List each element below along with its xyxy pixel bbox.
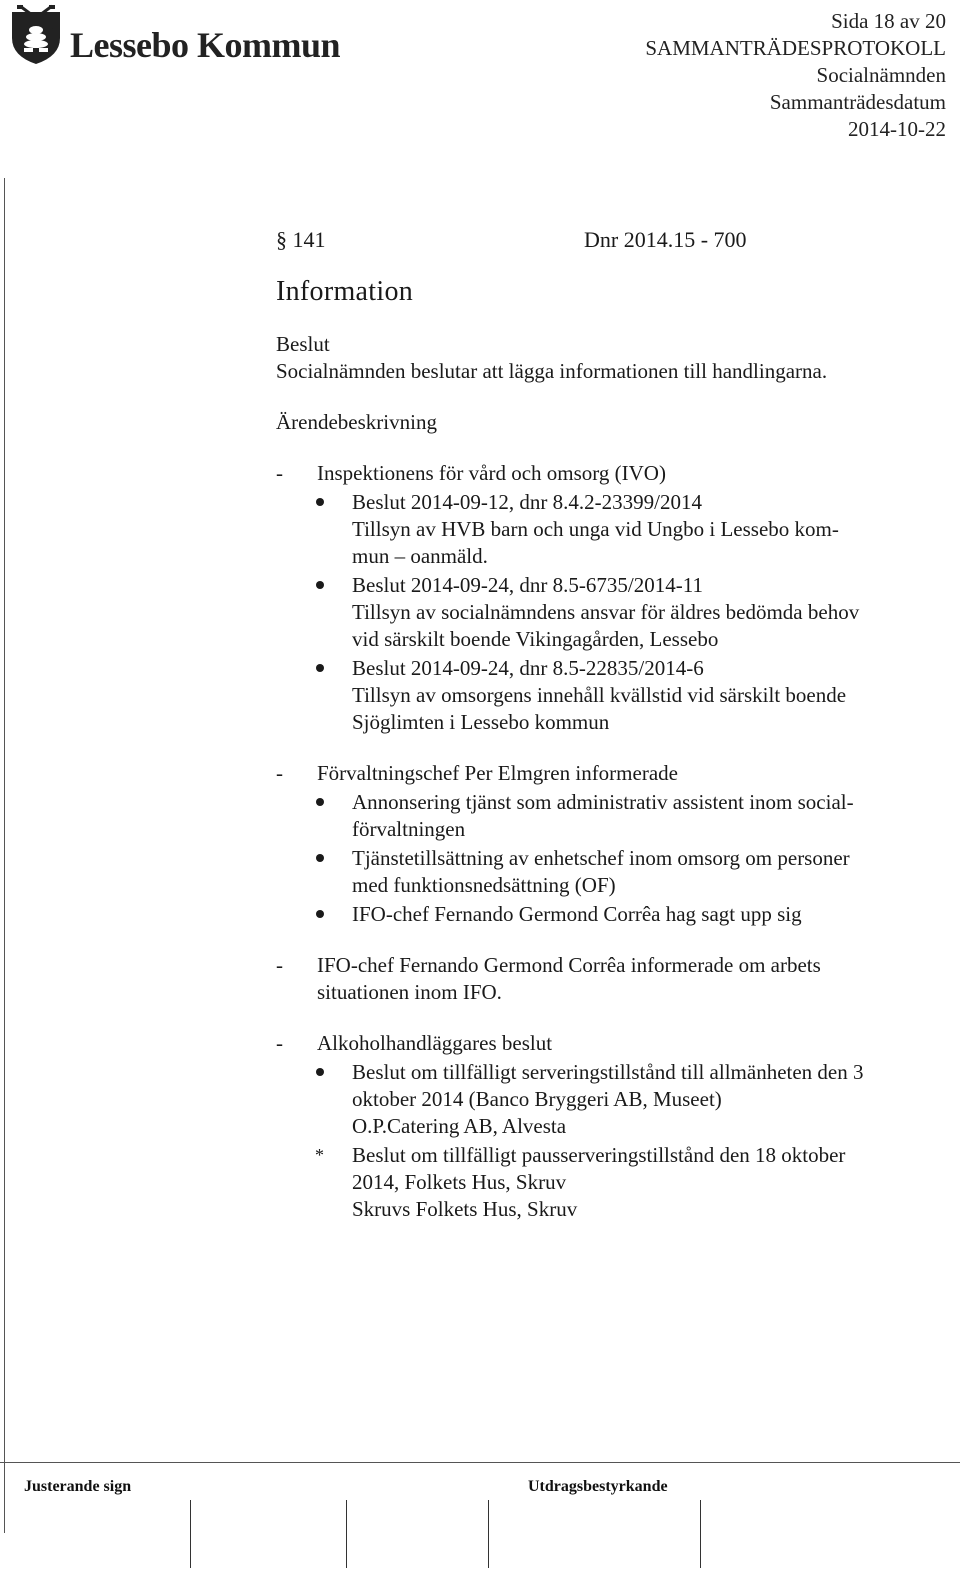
municipal-crest-icon [8, 4, 64, 66]
case-item-heading [276, 760, 946, 787]
text-line: Annonsering tjänst som administrativ assistent inom social- [352, 790, 854, 814]
decision-block [276, 331, 946, 385]
paragraph-number: § 141 [276, 227, 326, 252]
section-title: Information [276, 276, 414, 307]
text-line: Inspektionens för vård och omsorg (IVO) [317, 461, 666, 485]
case-items [276, 460, 946, 1223]
signature-box-divider [346, 1500, 347, 1568]
bullet-item [276, 1142, 946, 1223]
case-item-heading-text [317, 760, 946, 787]
decision-heading: Beslut [276, 332, 330, 356]
dash-marker: - [276, 761, 283, 785]
text-line: IFO-chef Fernando Germond Corrêa informerade om arbets [317, 953, 821, 977]
text-line: Beslut 2014-09-24, dnr 8.5-6735/2014-11 [352, 573, 703, 597]
text-line: med funktionsnedsättning (OF) [352, 873, 616, 897]
bullet-dot-icon [316, 910, 324, 918]
case-item-heading-text [317, 952, 946, 1006]
dash-marker: - [276, 461, 283, 485]
case-item [276, 1030, 946, 1223]
paragraph-line [276, 226, 946, 266]
signature-box-divider [700, 1500, 701, 1568]
case-item [276, 760, 946, 928]
text-line: Tillsyn av socialnämndens ansvar för äldres bedömda behov [352, 600, 860, 624]
bullet-item [276, 655, 946, 736]
bullet-item [276, 1059, 946, 1140]
document-header [645, 8, 946, 143]
meeting-date: 2014-10-22 [848, 117, 946, 141]
bullet-item [276, 489, 946, 570]
bullet-item [276, 901, 946, 928]
page-number: Sida 18 av 20 [831, 9, 946, 33]
case-item-heading-text [317, 460, 946, 487]
text-line: Beslut om tillfälligt pausserveringstillstånd den 18 oktober [352, 1143, 846, 1167]
logo-text: Lessebo Kommun [70, 25, 341, 65]
meeting-date-label: Sammanträdesdatum [769, 90, 946, 114]
text-line: Alkoholhandläggares beslut [317, 1031, 553, 1055]
bullet-list [276, 789, 946, 928]
committee-name: Socialnämnden [816, 63, 946, 87]
decision-text: Socialnämnden beslutar att lägga informationen till handlingarna. [276, 359, 828, 383]
text-line: Skruvs Folkets Hus, Skruv [352, 1197, 578, 1221]
case-item-heading [276, 952, 946, 1006]
text-line: Tjänstetillsättning av enhetschef inom omsorg om personer [352, 846, 850, 870]
text-line: Tillsyn av HVB barn och unga vid Ungbo i Lessebo kom- [352, 517, 839, 541]
text-line: Beslut 2014-09-12, dnr 8.4.2-23399/2014 [352, 490, 702, 514]
text-line: vid särskilt boende Vikingagården, Lessebo [352, 627, 719, 651]
case-item-heading-text [317, 1030, 946, 1057]
text-line: förvaltningen [352, 817, 466, 841]
lessebo-logo [8, 4, 368, 66]
bullet-item [276, 789, 946, 843]
text-line: Beslut om tillfälligt serveringstillstånd till allmänheten den 3 [352, 1060, 864, 1084]
signature-box-divider [488, 1500, 489, 1568]
text-line: Tillsyn av omsorgens innehåll kvällstid vid särskilt boende [352, 683, 847, 707]
text-line: situationen inom IFO. [317, 980, 502, 1004]
bullet-dot-icon [316, 581, 324, 589]
dash-marker: - [276, 953, 283, 977]
bullet-dot-icon [316, 854, 324, 862]
bullet-dot-icon [316, 498, 324, 506]
margin-rule [4, 178, 5, 1533]
signature-box-divider [190, 1500, 191, 1568]
document-type: SAMMANTRÄDESPROTOKOLL [645, 36, 946, 60]
bullet-item [276, 572, 946, 653]
text-line: IFO-chef Fernando Germond Corrêa hag sagt upp sig [352, 902, 802, 926]
dash-marker: - [276, 1031, 283, 1055]
text-line: Förvaltningschef Per Elmgren informerade [317, 761, 678, 785]
case-item [276, 952, 946, 1006]
bullet-dot-icon [316, 798, 324, 806]
case-item-heading [276, 460, 946, 487]
text-line: mun – oanmäld. [352, 544, 488, 568]
case-heading: Ärendebeskrivning [276, 410, 437, 434]
text-line: O.P.Catering AB, Alvesta [352, 1114, 567, 1138]
bullet-item [276, 845, 946, 899]
bullet-dot-icon [316, 1068, 324, 1076]
bullet-dot-icon [316, 664, 324, 672]
footer-utdragsbestyrkande: Utdragsbestyrkande [528, 1478, 668, 1495]
text-line: oktober 2014 (Banco Bryggeri AB, Museet) [352, 1087, 722, 1111]
bullet-list [276, 1059, 946, 1223]
text-line: Beslut 2014-09-24, dnr 8.5-22835/2014-6 [352, 656, 704, 680]
bullet-list [276, 489, 946, 736]
text-line: 2014, Folkets Hus, Skruv [352, 1170, 567, 1194]
case-item [276, 460, 946, 736]
case-item-heading [276, 1030, 946, 1057]
footer-rule [0, 1462, 960, 1463]
text-line: Sjöglimten i Lessebo kommun [352, 710, 610, 734]
asterisk-marker: * [315, 1145, 324, 1165]
footer-justerande-sign: Justerande sign [24, 1478, 132, 1495]
case-number: Dnr 2014.15 - 700 [584, 227, 747, 252]
protocol-body [276, 226, 946, 1247]
